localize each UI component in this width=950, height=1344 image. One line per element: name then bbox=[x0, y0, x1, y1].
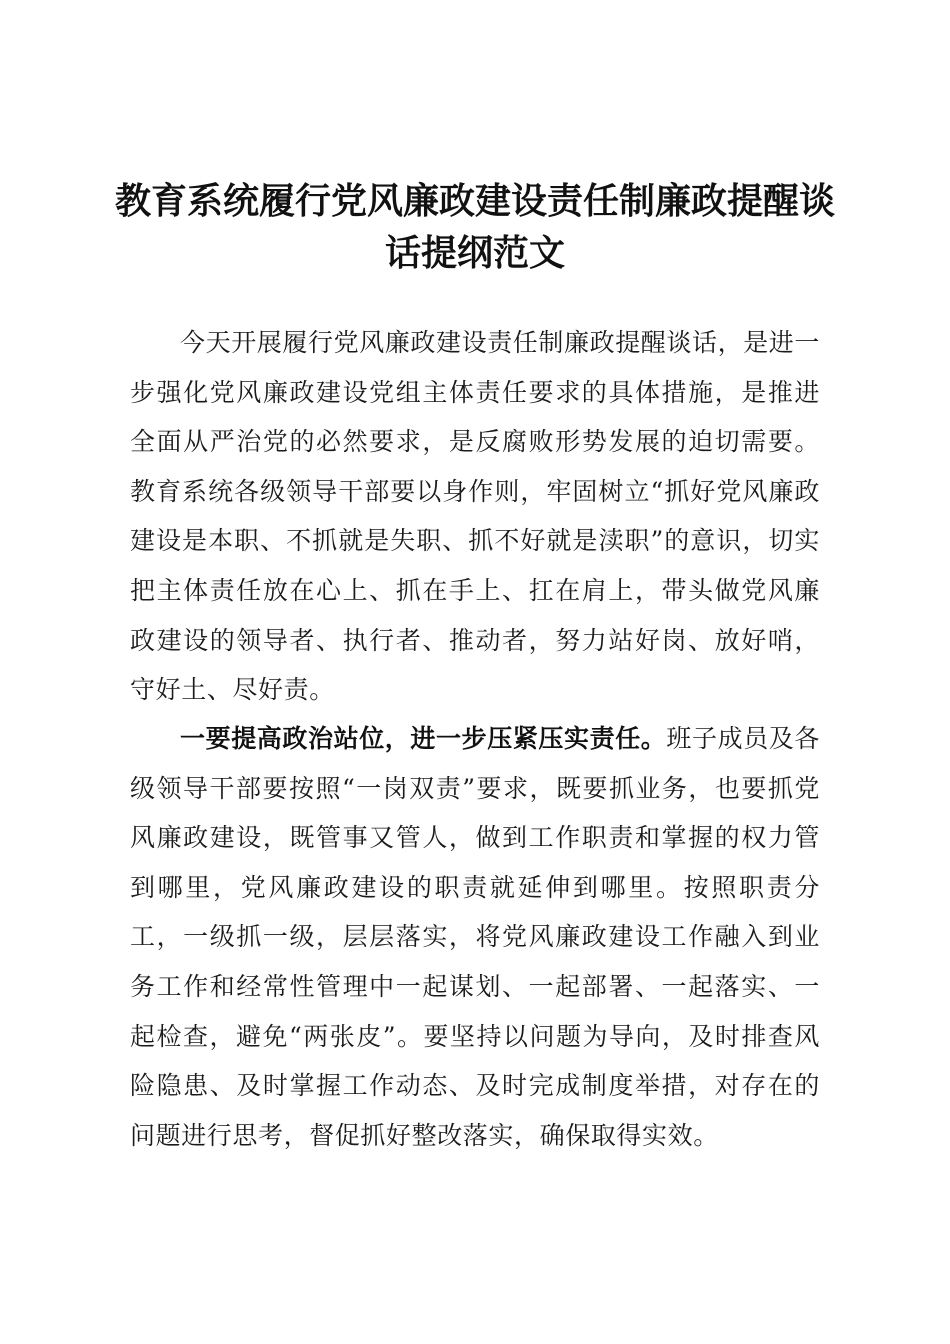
paragraph-intro bbox=[130, 318, 820, 715]
paragraph-point-one-text: 班子成员及各级领导干部要按照“一岗双责”要求，既要抓业务，也要抓党风廉政建设，既管事又管人，做到工作职责和掌握的权力管到哪里，党风廉政建设的职责就延伸到哪里。按照职责分工，一级抓一级，层层落实，将党风廉政建设工作融入到业务工作和经常性管理中一起谋划、一起部署、一起落实、一起检查，避免“两张皮”。要坚持以问题为导向，及时排查风险隐患、及时掌握工作动态、及时完成制度举措，对存在的问题进行思考，督促抓好整改落实，确保取得实效。 bbox=[130, 724, 821, 1150]
paragraph-point-one bbox=[130, 714, 820, 1160]
paragraph-intro-text: 今天开展履行党风廉政建设责任制廉政提醒谈话，是进一步强化党风廉政建设党组主体责任要求的具体措施，是推进全面从严治党的必然要求，是反腐败形势发展的迫切需要。教育系统各级领导干部要以身作则，牢固树立“抓好党风廉政建设是本职、不抓就是失职、抓不好就是渎职”的意识，切实把主体责任放在心上、抓在手上、扛在肩上，带头做党风廉政建设的领导者、执行者、推动者，努力站好岗、放好哨，守好土、尽好责。 bbox=[130, 328, 821, 705]
paragraph-point-one-heading: 一要提高政治站位，进一步压紧压实责任。 bbox=[180, 724, 667, 753]
document-title: 教育系统履行党风廉政建设责任制廉政提醒谈话提纲范文 bbox=[114, 181, 835, 274]
